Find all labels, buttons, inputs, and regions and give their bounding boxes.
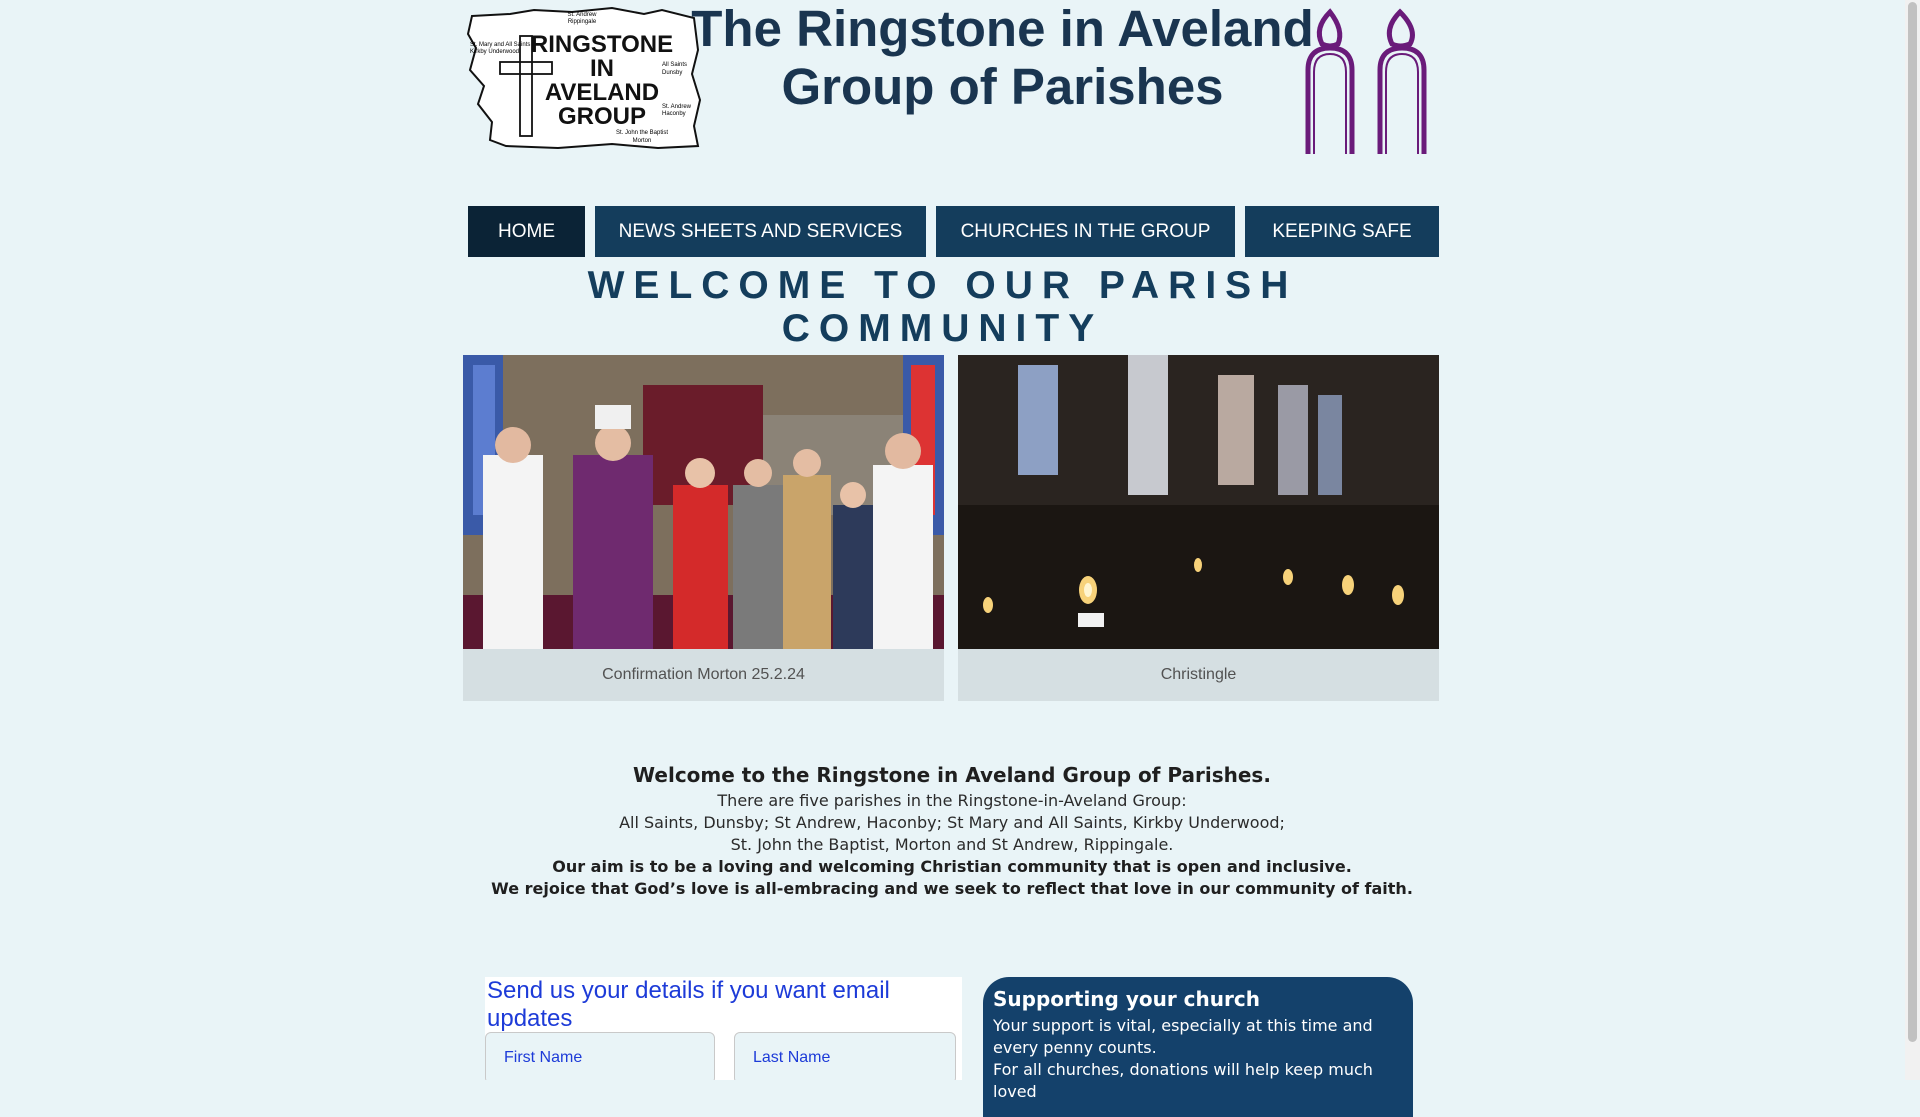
last-name-input[interactable] [734,1032,956,1080]
scrollbar-thumb[interactable] [1908,2,1917,1042]
gallery-item[interactable] [958,355,1439,701]
support-title: Supporting your church [993,987,1260,1011]
welcome-heading [560,264,1325,350]
first-name-input[interactable] [485,1032,715,1080]
nav-item-keeping-safe[interactable]: KEEPING SAFE [1245,206,1439,257]
intro-text: All Saints, Dunsby; St Andrew, Haconby; St Mary and All Saints, Kirkby Underwood; [619,813,1285,832]
church-arches-icon [1300,8,1432,156]
logo-text: IN [590,55,614,82]
logo-label: All Saints [662,62,688,68]
intro-section [452,760,1452,900]
welcome-heading-line-1: WELCOME TO OUR PARISH [587,264,1298,307]
site-title-line-2: Group of Parishes [781,58,1224,115]
welcome-heading-line-2: COMMUNITY [781,307,1104,350]
logo-label: St. Andrew [567,12,597,18]
support-box [983,977,1413,1117]
logo-label: St. Mary and All Saints [470,42,531,48]
email-signup-form [485,977,962,1080]
logo-text: AVELAND [544,79,660,106]
page-scrollbar[interactable] [1905,0,1920,1080]
intro-title: Welcome to the Ringstone in Aveland Group of Parishes. [633,763,1271,787]
logo-label: Haconby [662,111,686,117]
nav-item-churches[interactable]: CHURCHES IN THE GROUP [936,206,1235,257]
logo-label: Dunsby [662,70,683,76]
logo-label: St. John the Baptist [615,130,669,136]
intro-text: Our aim is to be a loving and welcoming Christian community that is open and inclusive. [552,857,1352,876]
site-title [690,0,1315,116]
christingle-photo[interactable] [958,355,1439,649]
nav-item-news-sheets[interactable]: NEWS SHEETS AND SERVICES [595,206,926,257]
intro-text: There are five parishes in the Ringstone-in-Aveland Group: [717,791,1187,810]
gallery-item[interactable] [463,355,944,701]
signup-title: Send us your details if you want email updates [487,977,890,1032]
gallery-caption: Christingle [958,649,1439,701]
support-text: For all churches, donations will help keep much loved [993,1060,1373,1101]
confirmation-photo[interactable] [463,355,944,649]
site-title-line-1: The Ringstone in Aveland [691,0,1314,57]
logo-text: RINGSTONE [530,31,674,58]
intro-text: We rejoice that God’s love is all-embracing and we seek to reflect that love in our community of faith. [491,879,1413,898]
logo-text: GROUP [557,103,647,130]
nav-item-home[interactable]: HOME [468,206,585,257]
logo-label: Morton [632,138,652,144]
group-logo[interactable] [462,4,704,152]
logo-label: Rippingale [567,19,597,25]
gallery-caption: Confirmation Morton 25.2.24 [463,649,944,701]
logo-label: St. Andrew [662,104,692,110]
logo-label: Kirkby Underwood [470,49,520,55]
intro-text: St. John the Baptist, Morton and St Andrew, Rippingale. [730,835,1174,854]
support-text: Your support is vital, especially at this time and every penny counts. [993,1016,1373,1057]
